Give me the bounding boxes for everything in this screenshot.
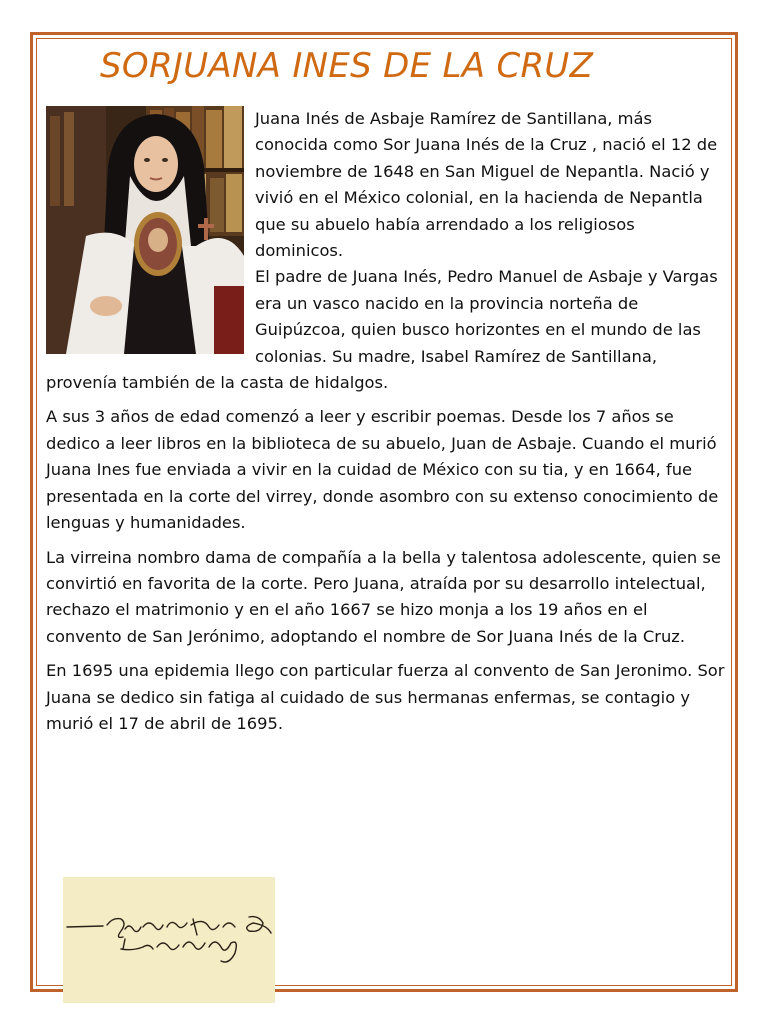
biography-paragraph-1: Juana Inés de Asbaje Ramírez de Santillana, más conocida como Sor Juana Inés de la Cruz , nació el 12 de noviembre de 1648 en San Miguel de Nepantla. Nació y vivió en el México colonial, en la hacienda de Nepantla que su abuelo había arrendado a los religiosos dominicos. (255, 109, 718, 261)
portrait-spacer (46, 106, 255, 368)
biography-text (46, 106, 726, 745)
biography-paragraph-5: En 1695 una epidemia llego con particular fuerza al convento de San Jeronimo. Sor Juana se dedico sin fatiga al cuidado de sus hermanas enfermas, se contagio y murió el 17 de abril de 1695. (46, 661, 725, 733)
biography-paragraph-4: La virreina nombro dama de compañía a la bella y talentosa adolescente, quien se convirtió en favorita de la corte. Pero Juana, atraída por su desarrollo intelectual, rechazo el matrimonio y en el año 1667 se hizo monja a los 19 años en el convento de San Jerónimo, adoptando el nombre de Sor Juana Inés de la Cruz. (46, 547, 721, 646)
signature-image (63, 877, 275, 1003)
page-title: SORJUANA INES DE LA CRUZ (100, 46, 594, 86)
biography-paragraph-2: El padre de Juana Inés, Pedro Manuel de Asbaje y Vargas era un vasco nacido en la provincia norteña de Guipúzcoa, quien busco horizontes en el mundo de las colonias. Su madre, Isabel Ramírez de Santillana, provenía también de la casta de hidalgos. (46, 267, 718, 393)
biography-paragraph-3: A sus 3 años de edad comenzó a leer y escribir poemas. Desde los 7 años se dedico a leer libros en la biblioteca de su abuelo, Juan de Asbaje. Cuando el murió Juana Ines fue enviada a vivir en la cuidad de México con su tia, y en 1664, fue presentada en la corte del virrey, donde asombro con su extenso conocimiento de lenguas y humanidades. (46, 407, 719, 533)
